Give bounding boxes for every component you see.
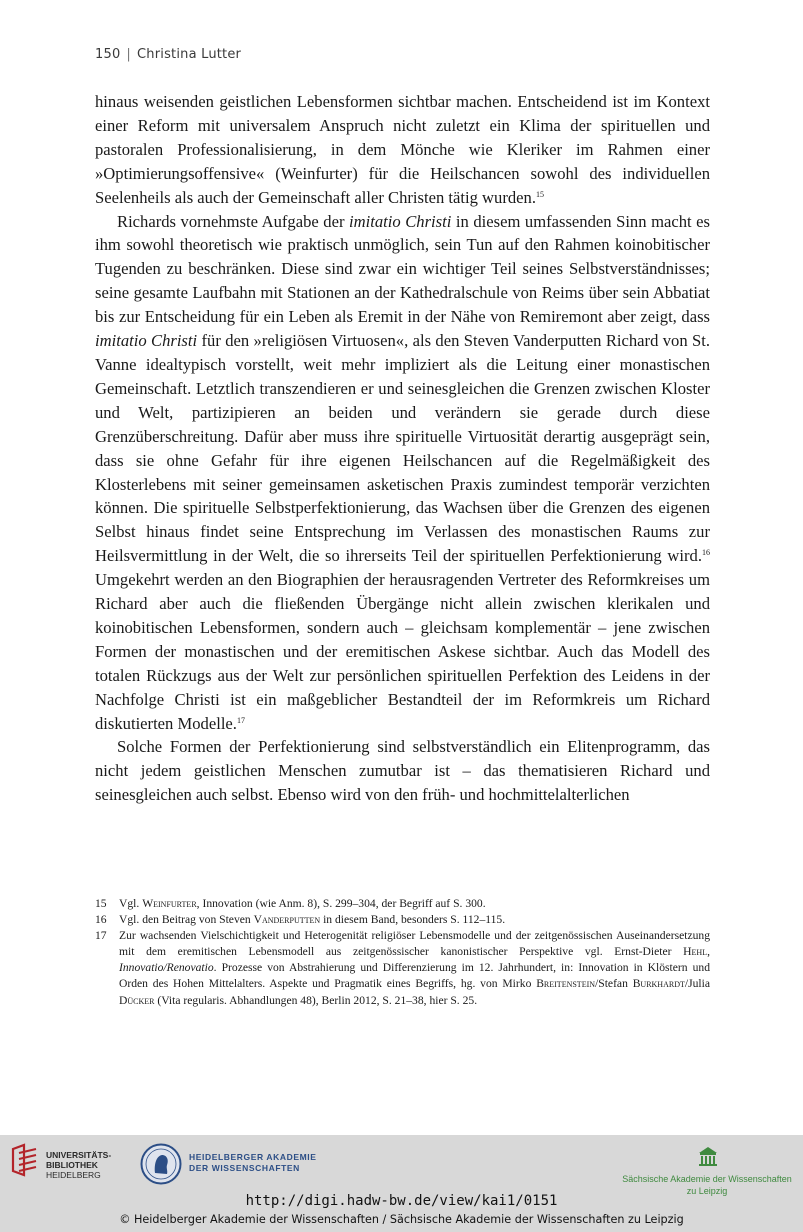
paragraph-3-text: Solche Formen der Perfektionierung sind selbstverständlich ein Elitenprogramm, das nicht jedem geistlichen Menschen zumutbar ist – das thematisieren Richard und seinesgleichen auch selbst. Ebenso wird von den früh- und hochmittelalterlichen	[95, 737, 710, 805]
paragraph-3	[95, 735, 710, 807]
italic-title: Innovatio/Renovatio	[119, 961, 214, 975]
paragraph-2-text-d: Umgekehrt werden an den Biographien der herausragenden Vertreter des Reformkreises um Richard aber auch die fließenden Übergänge nicht allein zwischen klerikalen und koinobitischen Lebensformen, sondern auch – gleichsam komplementär – jene zwischen Formen der monastischen und der eremitischen Askese sichtbar. Auch das Modell des totalen Rückzugs aus der Welt zur persönlichen spirituellen Perfektion des Leidens in der Nachfolge Christi ist ein maßgeblicher Bestandteil der im Reformkreis um Richard diskutierten Modelle.	[95, 570, 710, 733]
paragraph-1-text: hinaus weisenden geistlichen Lebensformen sichtbar machen. Entscheidend ist im Kontext einer Reform mit universalem Anspruch nicht zuletzt ein Klima der spirituellen und pastoralen Professionalisierung, in dem Mönche wie Kleriker im Rahmen einer »Optimierungsoffensive« (Weinfurter) für die Heilschancen sowohl des individuellen Seelenheils als auch der Gemeinschaft aller Christen tätig wurden.	[95, 92, 710, 207]
ub-heidelberg-label: UNIVERSITÄTS- BIBLIOTHEK HEIDELBERG	[46, 1150, 112, 1180]
paragraph-2	[95, 210, 710, 736]
author-name: Christina Lutter	[137, 47, 242, 62]
paragraph-1	[95, 90, 710, 210]
author-smallcaps: Hehl	[683, 945, 708, 959]
footnote-number: 16	[95, 913, 107, 927]
header-separator: |	[126, 47, 132, 62]
hadw-label: HEIDELBERGER AKADEMIE DER WISSENSCHAFTEN	[189, 1152, 317, 1173]
footnote-text: Vgl. Weinfurter, Innovation (wie Anm. 8), S. 299–304, der Begriff auf S. 300.	[119, 897, 486, 910]
footnote-15	[95, 896, 710, 912]
footnote-text: Vgl. den Beitrag von Steven Vanderputten in diesem Band, besonders S. 112–115.	[119, 913, 506, 927]
saw-leipzig-label: Sächsische Akademie der Wissenschaften zu Leipzig	[622, 1174, 792, 1196]
source-url-link[interactable]: http://digi.hadw-bw.de/view/kai1/0151	[245, 1193, 558, 1209]
author-smallcaps: Breitenstein	[536, 977, 596, 991]
body-text	[95, 90, 710, 807]
footnote-number: 15	[95, 897, 107, 910]
footnote-text: Zur wachsenden Vielschichtigkeit und Heterogenität religiöser Lebensmodelle und der zeitgenössischen Auseinandersetzung mit dem eremitischen Lebensmodell aus zeitgenössischer kanonistischer Perspektive vgl. Ernst-Dieter Hehl, Innovatio/Renovatio. Prozesse von Abstrahierung und Differenzierung im 12. Jahrhundert, in: Innovation in Klöstern und Orden des Hohen Mittelalters. Aspekte und Pragmatik eines Begriffs, hg. von Mirko Breitenstein/Stefan Burkhardt/Julia Dücker (Vita regularis. Abhandlungen 48), Berlin 2012, S. 21–38, hier S. 25.	[119, 929, 710, 1007]
author-smallcaps: Vanderputten	[253, 913, 321, 927]
hadw-seal-icon[interactable]	[140, 1143, 182, 1185]
paragraph-2-text-a: Richards vornehmste Aufgabe der	[117, 211, 350, 231]
page-number: 150	[95, 47, 121, 62]
ub-heidelberg-logo-icon[interactable]	[10, 1143, 40, 1177]
footnote-ref-16[interactable]: 16	[702, 548, 710, 558]
footnote-17	[95, 928, 710, 1008]
author-smallcaps: Burkhardt	[632, 977, 685, 991]
paragraph-2-text-c: für den »religiösen Virtuosen«, als den Steven Vanderputten Richard von St. Vanne idealtypisch vorstellt, weit mehr impliziert als die Leitung einer monastischen Gemeinschaft. Letztlich transzendieren er und seinesgleichen die Grenzen zwischen Kloster und Welt, partizipieren an beiden und verändern sie gerade durch diese Grenzüberschreitung. Dafür aber muss ihre spirituelle Virtuosität derartig ausgeprägt sein, dass sie ohne Gefahr für ihre eigenen Heilschancen auf die Regelmäßigkeit des Klosterlebens mit seiner gemeinsamen asketischen Praxis zumindest temporär verzichten können. Die spirituelle Selbstperfektionierung, das Wachsen über die Grenzen des eigenen Selbst hinaus findet seine Entsprechung im Verlassen des monastischen Raums zur Heilsvermittlung in der Welt, die so ihrerseits Teil der spirituellen Perfektionierung wird.	[95, 331, 710, 566]
copyright-notice: © Heidelberger Akademie der Wissenschaften / Sächsische Akademie der Wissenschaften zu Leipzig	[119, 1213, 684, 1226]
footnote-ref-15[interactable]: 15	[535, 189, 544, 199]
paragraph-2-text-b: in diesem umfassenden Sinn macht es ihm sowohl theoretisch wie praktisch unmöglich, sein Tun auf den Rahmen koinobitischer Tugenden zu beschränken. Diese sind zwar ein wichtiger Teil seines Selbstverständnisses; seine gesamte Laufbahn mit Stationen an der Kathedralschule von Reims über sein Abbatiat bis zur Entscheidung für ein Leben als Eremit in der Nähe von Remiremont aber zeigt, dass	[95, 211, 710, 327]
italic-term: imitatio Christi	[349, 211, 452, 231]
running-header	[95, 47, 241, 62]
footnote-number: 17	[95, 929, 107, 943]
footnote-ref-17[interactable]: 17	[236, 715, 245, 725]
italic-term: imitatio Christi	[95, 331, 198, 351]
saw-leipzig-building-icon[interactable]	[697, 1145, 719, 1167]
author-smallcaps: Dücker	[119, 993, 155, 1007]
author-smallcaps: Weinfurter	[142, 897, 197, 910]
footnote-16	[95, 912, 710, 928]
footnotes	[95, 896, 710, 1009]
